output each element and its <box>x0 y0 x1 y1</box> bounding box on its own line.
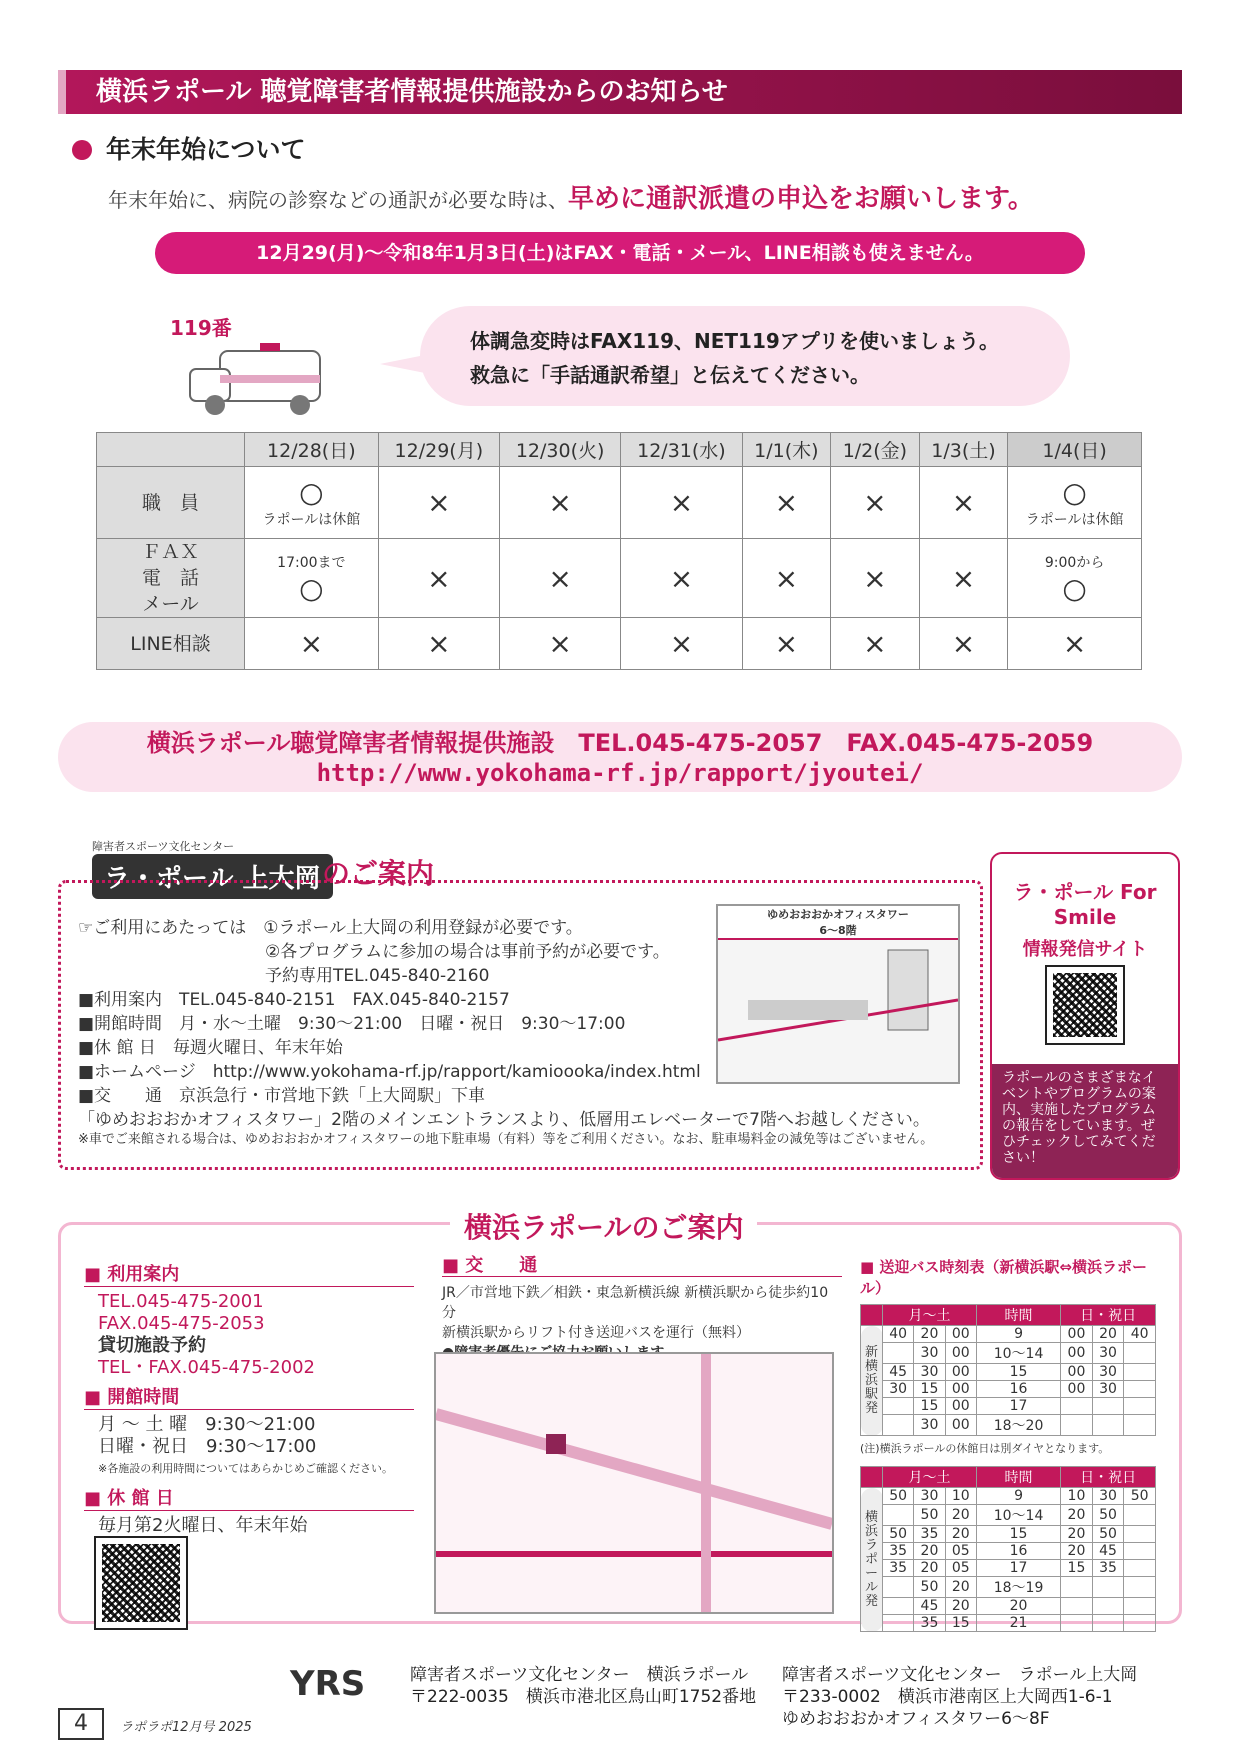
bus-table-1: 月～土 時間 日・祝日 新横浜駅発 40 20 00 9 00 20 40 30 00 10～14 00 30 45 30 00 15 00 30 30 15 00 16 00 30 15 00 17 30 00 18～20 <box>860 1304 1156 1436</box>
status-cell: × <box>919 539 1008 618</box>
kamiooka-line: ■交 通 京浜急行・市営地下鉄「上大岡駅」下車 <box>78 1086 486 1106</box>
section-title: 年末年始について <box>72 130 306 166</box>
ambulance-icon: 119番 <box>170 312 350 425</box>
page-header: 横浜ラポール 聴覚障害者情報提供施設からのお知らせ <box>58 70 1182 114</box>
intro-text: 年末年始に、病院の診察などの通訳が必要な時は、早めに通訳派遣の申込をお願いします。 <box>108 184 1034 214</box>
status-cell: ○ ラポールは休館 <box>245 467 379 539</box>
kamiooka-line: ■休 館 日 毎週火曜日、年末年始 <box>78 1038 343 1058</box>
qr-code-icon[interactable] <box>1047 967 1123 1043</box>
footer-a: 障害者スポーツ文化センター 横浜ラポール 〒222-0035 横浜市港北区鳥山町1752番地 <box>410 1665 757 1707</box>
date-header: 1/3(土) <box>919 433 1008 467</box>
kamiooka-line[interactable]: ■ホームページ http://www.yokohama-rf.jp/rapport/kamioooka/index.html <box>78 1062 701 1082</box>
access-info: ■ 交 通 JR／市営地下鉄／相鉄・東急新横浜線 新横浜駅から徒歩約10分 新横浜駅からリフト付き送迎バスを運行（無料） <box>442 1256 842 1363</box>
date-header: 1/2(金) <box>831 433 920 467</box>
website-link[interactable]: http://www.yokohama-rf.jp/rapport/jyoutei/ <box>316 759 924 787</box>
info-site-panel[interactable]: ラ・ポール For Smile 情報発信サイト ラポールのさまざまなイベントやプログラムの案内、実施したプログラムの報告をしています。ぜひチェックしてみてください！ <box>990 852 1180 1180</box>
kamiooka-logo: ラ・ポール 上大岡 <box>92 854 333 899</box>
kamiooka-line: ☞ご利用にあたっては ①ラポール上大岡の利用登録が必要です。 <box>78 918 583 938</box>
yrs-logo: YRS <box>290 1664 366 1704</box>
status-cell: × <box>499 539 620 618</box>
status-cell: × <box>621 618 742 670</box>
status-cell: × <box>831 467 920 539</box>
access-map <box>434 1352 834 1614</box>
status-cell: × <box>742 618 831 670</box>
bus-table-2: 月～土 時間 日・祝日 横浜ラポール発 50 30 10 9 10 30 50 50 20 10～14 20 50 50 35 20 15 20 50 35 20 05 16 20 45 35 20 05 17 15 35 50 20 18～19 45 20 20 35 15 21 <box>860 1466 1156 1632</box>
status-cell: × <box>499 467 620 539</box>
row-label: 職 員 <box>97 467 245 539</box>
kamiooka-map: ゆめおおおかオフィスタワー 6～8階 <box>716 904 960 1084</box>
status-cell: × <box>378 539 499 618</box>
status-cell: ○ ラポールは休館 <box>1008 467 1142 539</box>
status-cell: × <box>831 618 920 670</box>
corner-cell <box>97 433 245 467</box>
status-cell: × <box>378 467 499 539</box>
status-cell: × <box>245 618 379 670</box>
status-cell: × <box>621 467 742 539</box>
date-header: 12/31(水) <box>621 433 742 467</box>
date-header: 1/4(日) <box>1008 433 1142 467</box>
status-cell: × <box>499 618 620 670</box>
kamiooka-line: ②各プログラムに参加の場合は事前予約が必要です。 <box>78 942 670 962</box>
kamiooka-line: ■利用案内 TEL.045-840-2151 FAX.045-840-2157 <box>78 990 510 1010</box>
emergency-bubble: 体調急変時はFAX119、NET119アプリを使いましょう。 救急に「手話通訳希望」と伝えてください。 <box>420 306 1070 406</box>
row-label: ＦＡＸ 電 話 メール <box>97 539 245 618</box>
notice-banner: 12月29(月)～令和8年1月3日(土)はFAX・電話・メール、LINE相談も使えません。 <box>155 232 1085 274</box>
status-cell: × <box>919 618 1008 670</box>
date-header: 12/28(日) <box>245 433 379 467</box>
status-cell: × <box>742 539 831 618</box>
date-header: 1/1(木) <box>742 433 831 467</box>
kamiooka-line: 「ゆめおおおかオフィスタワー」2階のメインエントランスより、低層用エレベーターで7階へお越しください。 <box>78 1110 930 1130</box>
contact-banner: 横浜ラポール聴覚障害者情報提供施設 TEL.045-475-2057 FAX.045-475-2059 http://www.yokohama-rf.jp/rapport/jyoutei/ <box>58 722 1182 792</box>
yokohama-title: 横浜ラポールのご案内 <box>450 1206 757 1246</box>
qr-code-icon[interactable] <box>96 1538 186 1628</box>
bullet-icon <box>72 140 92 160</box>
status-cell: 9:00から ○ <box>1008 539 1142 618</box>
status-cell: × <box>831 539 920 618</box>
status-cell: × <box>919 467 1008 539</box>
holiday-schedule-table <box>96 432 1142 670</box>
kamiooka-header: 障害者スポーツ文化センター ラ・ポール 上大岡 <box>92 838 333 899</box>
status-cell: × <box>621 539 742 618</box>
footer-b: 障害者スポーツ文化センター ラポール上大岡 〒233-0002 横浜市港南区上大岡西1-6-1 ゆめおおおかオフィスタワー6～8F <box>782 1665 1138 1729</box>
page-number: 4 <box>58 1708 104 1740</box>
bus-timetable: ■ 送迎バス時刻表（新横浜駅⇔横浜ラポール） 月～土 時間 日・祝日 新横浜駅発 40 20 00 9 00 20 40 30 00 10～14 00 30 45 30 00 15 00 30 30 15 00 16 00 30 15 00 17 30 00 18～20 (注)横浜ラポールの休館日は別ダイヤとなります。 月～土 時間 日・祝日 横浜ラポール発 50 30 10 9 10 30 50 50 20 10～14 20 50 50 35 20 15 20 50 35 20 05 16 20 45 35 20 05 17 15 35 50 20 18～19 45 20 20 35 15 21 <box>860 1256 1160 1632</box>
kamiooka-title: のご案内 <box>322 857 435 890</box>
date-header: 12/29(月) <box>378 433 499 467</box>
kamiooka-line: ■開館時間 月・水～土曜 9:30～21:00 日曜・祝日 9:30～17:00 <box>78 1014 626 1034</box>
date-header: 12/30(火) <box>499 433 620 467</box>
status-cell: × <box>1008 618 1142 670</box>
yokohama-info: ■ 利用案内 TEL.045-475-2001 FAX.045-475-2053 貸切施設予約 TEL・FAX.045-475-2002 ■ 開館時間 月 ～ 土 曜 9:30～21:00 日曜・祝日 9:30～17:00 ※各施設の利用時間についてはあらかじめご確認ください。 ■ 休 館 日 毎月第2火曜日、年末年始 <box>84 1256 414 1537</box>
row-label: LINE相談 <box>97 618 245 670</box>
status-cell: 17:00まで ○ <box>245 539 379 618</box>
kamiooka-line: ※車でご来館される場合は、ゆめおおおかオフィスタワーの地下駐車場（有料）等をご利用ください。なお、駐車場料金の減免等はございません。 <box>78 1132 934 1147</box>
status-cell: × <box>742 467 831 539</box>
kamiooka-line: 予約専用TEL.045-840-2160 <box>78 966 490 986</box>
issue-label: ラポラポ12月号 2025 <box>120 1720 252 1735</box>
status-cell: × <box>378 618 499 670</box>
